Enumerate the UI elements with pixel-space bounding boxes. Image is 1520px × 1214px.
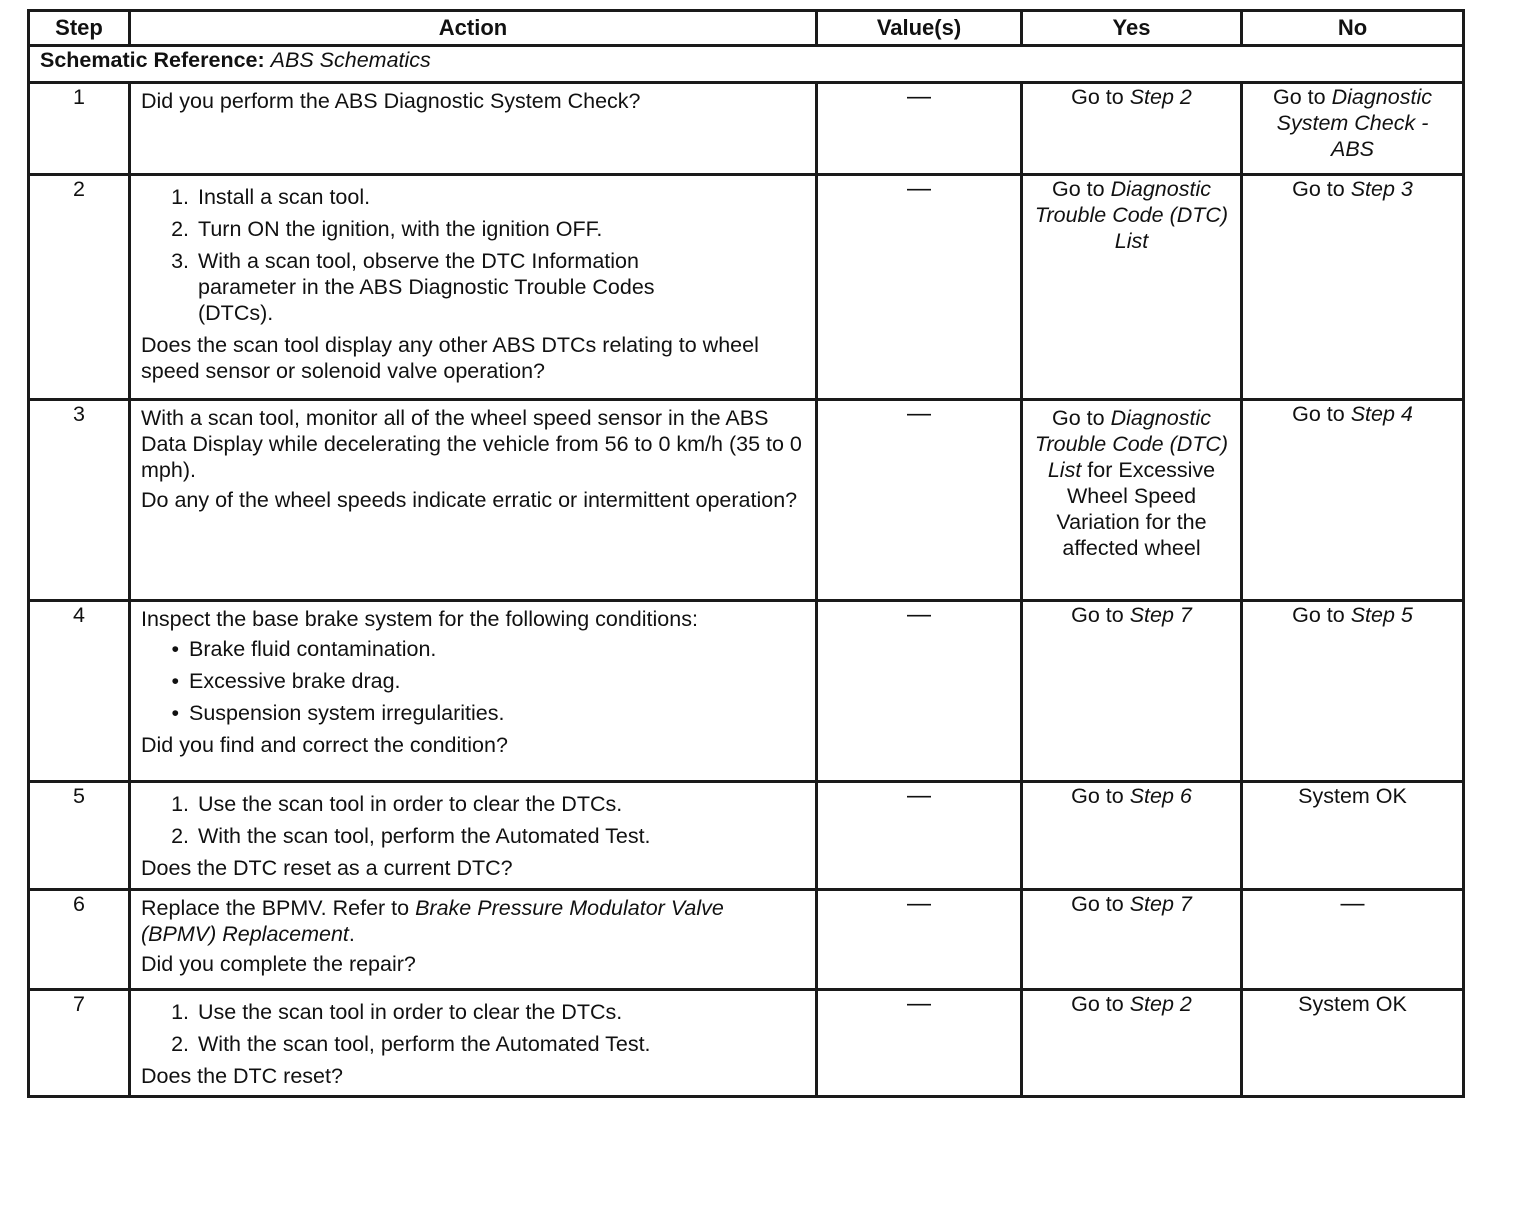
- header-yes: Yes: [1022, 11, 1242, 46]
- action-cell: [130, 990, 817, 1097]
- diagnostic-table: [27, 9, 1465, 1098]
- yes-prefix: Go to: [1052, 406, 1105, 430]
- table-row: [29, 782, 1464, 890]
- yes-link[interactable]: Step 2: [1129, 85, 1192, 109]
- action-intro: With a scan tool, monitor all of the wheel speed sensor in the ABS Data Display while decelerating the vehicle from 56 to 0 km/h (35 to 0 mph).: [141, 406, 802, 482]
- step-number: 5: [29, 782, 130, 890]
- list-text: Use the scan tool in order to clear the DTCs.: [198, 1000, 623, 1024]
- no-cell: —: [1242, 890, 1464, 990]
- no-cell: [1242, 83, 1464, 175]
- no-cell: [1242, 175, 1464, 400]
- value-cell: —: [817, 601, 1022, 782]
- yes-link[interactable]: Step 7: [1129, 603, 1192, 627]
- value-cell: —: [817, 782, 1022, 890]
- schematic-reference-label: Schematic Reference:: [40, 48, 265, 72]
- yes-cell: [1022, 400, 1242, 601]
- list-number: 2.: [171, 824, 189, 848]
- list-text: Install a scan tool.: [198, 185, 371, 209]
- yes-prefix: Go to: [1071, 992, 1124, 1016]
- no-link[interactable]: Diagnostic System Check - ABS: [1276, 85, 1432, 161]
- list-text: Turn ON the ignition, with the ignition OFF.: [198, 217, 603, 241]
- no-cell: System OK: [1242, 782, 1464, 890]
- step-number: 4: [29, 601, 130, 782]
- list-text: Excessive brake drag.: [189, 669, 401, 693]
- no-cell: [1242, 601, 1464, 782]
- list-item: [141, 668, 805, 694]
- no-cell: [1242, 400, 1464, 601]
- action-question: Does the DTC reset?: [141, 1064, 343, 1088]
- list-item: [141, 700, 805, 726]
- table-row: [29, 400, 1464, 601]
- yes-suffix: for Excessive Wheel Speed Variation for the affected wheel: [1056, 458, 1216, 560]
- yes-prefix: Go to: [1071, 784, 1124, 808]
- action-question: Does the scan tool display any other ABS DTCs relating to wheel speed sensor or solenoid valve operation?: [141, 333, 759, 383]
- list-item: [141, 791, 805, 817]
- list-item: [141, 636, 805, 662]
- table-row: [29, 990, 1464, 1097]
- schematic-reference-row: [29, 46, 1464, 83]
- action-cell: [130, 890, 817, 990]
- no-link[interactable]: Step 3: [1350, 177, 1413, 201]
- action-intro: Inspect the base brake system for the following conditions:: [141, 607, 698, 631]
- value-cell: —: [817, 83, 1022, 175]
- list-item: [141, 999, 805, 1025]
- action-cell: [130, 175, 817, 400]
- yes-prefix: Go to: [1071, 892, 1124, 916]
- action-question: Did you perform the ABS Diagnostic System Check?: [141, 89, 641, 113]
- yes-link[interactable]: Step 7: [1129, 892, 1192, 916]
- value-cell: —: [817, 175, 1022, 400]
- list-text: With a scan tool, observe the DTC Information parameter in the ABS Diagnostic Trouble Codes (DTCs).: [198, 249, 655, 325]
- list-text: Use the scan tool in order to clear the DTCs.: [198, 792, 623, 816]
- yes-prefix: Go to: [1052, 177, 1105, 201]
- no-link[interactable]: Step 4: [1350, 402, 1413, 426]
- list-item: [141, 248, 805, 326]
- list-text: Brake fluid contamination.: [189, 637, 437, 661]
- yes-link[interactable]: Step 2: [1129, 992, 1192, 1016]
- yes-cell: [1022, 175, 1242, 400]
- action-question: Did you find and correct the condition?: [141, 733, 508, 757]
- bullet-icon: •: [171, 701, 179, 725]
- list-number: 1.: [171, 792, 189, 816]
- step-number: 2: [29, 175, 130, 400]
- action-cell: [130, 400, 817, 601]
- action-question: Does the DTC reset as a current DTC?: [141, 856, 513, 880]
- yes-prefix: Go to: [1071, 85, 1124, 109]
- no-prefix: Go to: [1273, 85, 1326, 109]
- table-row: [29, 83, 1464, 175]
- step-number: 3: [29, 400, 130, 601]
- schematic-reference: [29, 46, 1464, 83]
- yes-cell: [1022, 990, 1242, 1097]
- yes-link[interactable]: Diagnostic Trouble Code (DTC) List: [1034, 177, 1229, 253]
- list-text: With the scan tool, perform the Automated Test.: [198, 824, 651, 848]
- no-prefix: Go to: [1292, 603, 1345, 627]
- list-item: [141, 1031, 805, 1057]
- header-action: Action: [130, 11, 817, 46]
- list-number: 1.: [171, 185, 189, 209]
- header-no: No: [1242, 11, 1464, 46]
- intro-link[interactable]: Brake Pressure Modulator Valve (BPMV) Replacement: [141, 896, 724, 946]
- yes-cell: [1022, 83, 1242, 175]
- step-number: 6: [29, 890, 130, 990]
- bullet-icon: •: [171, 637, 179, 661]
- action-cell: [130, 782, 817, 890]
- yes-prefix: Go to: [1071, 603, 1124, 627]
- value-cell: —: [817, 890, 1022, 990]
- step-number: 7: [29, 990, 130, 1097]
- no-link[interactable]: Step 5: [1350, 603, 1413, 627]
- no-prefix: Go to: [1292, 402, 1345, 426]
- intro-prefix: Replace the BPMV. Refer to: [141, 896, 410, 920]
- table-row: [29, 601, 1464, 782]
- yes-link[interactable]: Diagnostic Trouble Code (DTC) List: [1034, 406, 1229, 482]
- header-step: Step: [29, 11, 130, 46]
- action-question: Did you complete the repair?: [141, 952, 416, 976]
- action-question: Do any of the wheel speeds indicate erratic or intermittent operation?: [141, 488, 798, 512]
- list-text: Suspension system irregularities.: [189, 701, 505, 725]
- step-number: 1: [29, 83, 130, 175]
- action-cell: [130, 601, 817, 782]
- list-item: [141, 216, 805, 242]
- no-prefix: Go to: [1292, 177, 1345, 201]
- list-number: 2.: [171, 217, 189, 241]
- value-cell: —: [817, 990, 1022, 1097]
- bullet-icon: •: [171, 669, 179, 693]
- table-row: [29, 890, 1464, 990]
- table-row: [29, 175, 1464, 400]
- action-intro: Replace the BPMV. Refer to Brake Pressure Modulator Valve (BPMV) Replacement.: [141, 896, 724, 946]
- list-number: 2.: [171, 1032, 189, 1056]
- list-number: 1.: [171, 1000, 189, 1024]
- value-cell: —: [817, 400, 1022, 601]
- list-item: [141, 184, 805, 210]
- yes-cell: [1022, 890, 1242, 990]
- action-cell: [130, 83, 817, 175]
- header-row: [29, 11, 1464, 46]
- yes-cell: [1022, 601, 1242, 782]
- list-number: 3.: [171, 249, 189, 273]
- yes-link[interactable]: Step 6: [1129, 784, 1192, 808]
- schematic-reference-link[interactable]: ABS Schematics: [270, 48, 431, 72]
- list-item: [141, 823, 805, 849]
- yes-cell: [1022, 782, 1242, 890]
- no-cell: System OK: [1242, 990, 1464, 1097]
- list-text: With the scan tool, perform the Automated Test.: [198, 1032, 651, 1056]
- header-values: Value(s): [817, 11, 1022, 46]
